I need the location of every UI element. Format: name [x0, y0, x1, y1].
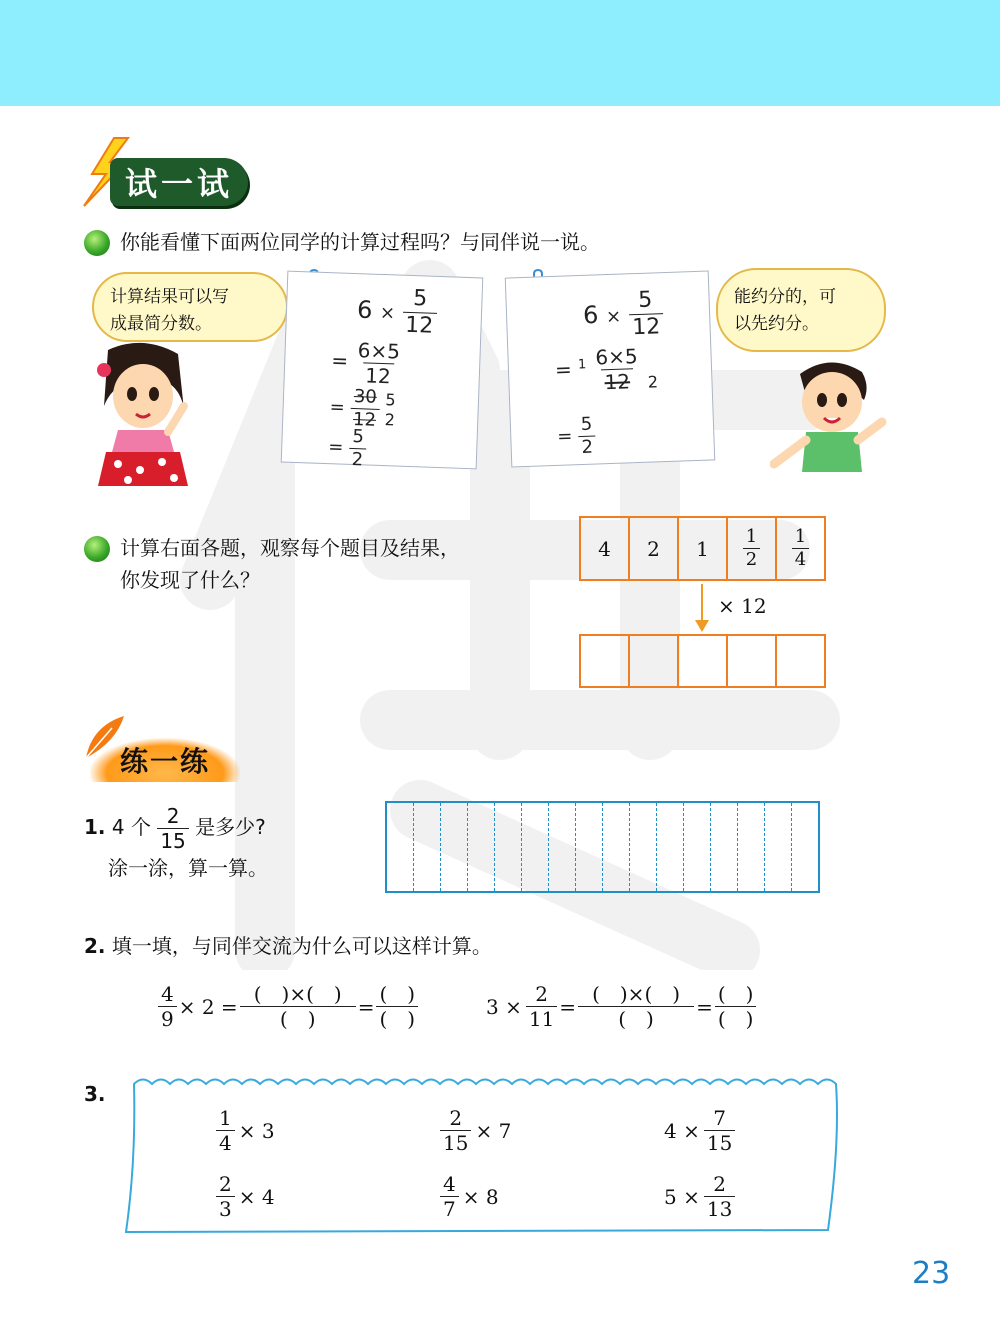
note1-fraction: $\frac{5}{12}$	[402, 288, 438, 338]
strip-segment[interactable]	[792, 803, 818, 891]
strip-segment[interactable]	[495, 803, 522, 891]
answer-cell[interactable]	[728, 636, 777, 686]
note2-line3: = $\frac{5}{2}$	[557, 416, 597, 458]
note2-line1: 6 × $\frac{5}{12}$	[582, 289, 663, 341]
answer-cell[interactable]	[679, 636, 728, 686]
note2-line2: = $^1$ $\frac{6\times 5}{12}$ $_2$	[554, 344, 659, 395]
girl-speech-bubble	[92, 272, 288, 342]
problem-1	[84, 806, 266, 851]
strip-segment[interactable]	[630, 803, 657, 891]
practice-section-title: 练一练	[90, 738, 240, 782]
note1-line3: = $\frac{30}{12}$ 5 2	[329, 386, 396, 431]
question-2-line: 计算右面各题，观察每个题目及结果，	[120, 536, 460, 560]
down-arrow-icon	[692, 584, 712, 634]
strip-segment[interactable]	[441, 803, 468, 891]
problem-2-text: 填一填，与同伴交流为什么可以这样计算。	[111, 934, 492, 958]
sequence-cell: $\frac{1}{4}$	[777, 518, 824, 579]
strip-segment[interactable]	[684, 803, 711, 891]
sequence-cell: 2	[630, 518, 679, 579]
boy-speech-line: 以先约分。	[734, 314, 819, 334]
top-banner	[0, 0, 1000, 106]
problem-1-suffix: 是多少?	[195, 815, 266, 839]
problem-2-expression-2: 3 × $\frac{2}{11}$ = $\frac{( )\times( )}{( )}$ = $\frac{( )}{( )}$	[486, 984, 756, 1029]
exercise-item: $\frac{2}{3}$ × 4	[216, 1174, 275, 1219]
try-section-title: 试一试	[110, 158, 248, 206]
boy-speech-bubble	[716, 268, 886, 352]
blank-fraction[interactable]: $\frac{( )\times( )}{( )}$	[578, 984, 694, 1029]
strip-segment[interactable]	[603, 803, 630, 891]
sequence-cell: 1	[679, 518, 728, 579]
question-2-text	[120, 532, 460, 596]
coloring-strip	[385, 801, 820, 893]
strip-segment[interactable]	[657, 803, 684, 891]
strip-segment[interactable]	[549, 803, 576, 891]
girl-illustration	[88, 340, 198, 490]
strip-segment[interactable]	[711, 803, 738, 891]
boy-speech-line: 能约分的，可	[734, 287, 836, 307]
bullet-icon	[84, 536, 110, 562]
problem-1-instruction: 涂一涂，算一算。	[108, 856, 268, 880]
question-2-line: 你发现了什么？	[120, 568, 260, 592]
question-1-text: 你能看懂下面两位同学的计算过程吗？与同伴说一说。	[120, 230, 600, 254]
blank-fraction[interactable]: $\frac{( )\times( )}{( )}$	[240, 984, 356, 1029]
note1-fraction: $\frac{6\times 5}{12}$	[357, 338, 401, 389]
boy-illustration	[770, 356, 896, 474]
note1-fraction: $\frac{5}{2}$	[348, 428, 367, 470]
sequence-cell: 4	[581, 518, 630, 579]
note1-times: ×	[379, 302, 396, 324]
bullet-icon	[84, 230, 110, 256]
sequence-answer-row	[579, 634, 826, 688]
strip-segment[interactable]	[522, 803, 549, 891]
problem-1-fraction: $\frac{2}{15}$	[157, 806, 188, 851]
note2-fraction: $\frac{5}{2}$	[577, 416, 596, 458]
strip-segment[interactable]	[468, 803, 495, 891]
note1-line4: = $\frac{5}{2}$	[328, 427, 368, 469]
problem-number: 2.	[84, 934, 106, 958]
exercise-item: $\frac{4}{7}$ × 8	[440, 1174, 499, 1219]
exercise-item: 5 × $\frac{2}{13}$	[664, 1174, 735, 1219]
page-number: 23	[912, 1256, 951, 1291]
problem-1-prefix: 4 个	[111, 815, 151, 839]
strip-segment[interactable]	[738, 803, 765, 891]
exercise-item: $\frac{2}{15}$ × 7	[440, 1108, 511, 1153]
answer-cell[interactable]	[777, 636, 824, 686]
sequence-operation: × 12	[718, 594, 767, 618]
note2-fraction: $\frac{6\times 5}{12}$	[594, 344, 638, 395]
sequence-input-row	[579, 516, 826, 581]
calculation-note-2	[505, 270, 716, 467]
note2-fraction: $\frac{5}{12}$	[628, 289, 664, 339]
answer-cell[interactable]	[630, 636, 679, 686]
problem-2-expression-1: $\frac{4}{9}$ × 2 = $\frac{( )\times( )}{( )}$ = $\frac{( )}{( )}$	[158, 984, 418, 1029]
exercise-item: $\frac{1}{4}$ × 3	[216, 1108, 275, 1153]
strip-segment[interactable]	[765, 803, 792, 891]
problem-number: 1.	[84, 815, 106, 839]
note1-factor: 6	[356, 295, 373, 325]
blank-fraction[interactable]: $\frac{( )}{( )}$	[715, 984, 757, 1029]
sequence-cell: $\frac{1}{2}$	[728, 518, 777, 579]
note1-reduced: 5 2	[384, 389, 396, 429]
blank-fraction[interactable]: $\frac{( )}{( )}$	[376, 984, 418, 1029]
problem-3-number: 3.	[84, 1082, 106, 1106]
strip-segment[interactable]	[387, 803, 414, 891]
calculation-note-1	[281, 271, 484, 470]
problem-2	[84, 930, 492, 962]
note1-fraction: $\frac{30}{12}$	[350, 388, 380, 430]
girl-speech-line: 成最简分数。	[110, 314, 212, 334]
answer-cell[interactable]	[581, 636, 630, 686]
exercise-item: 4 × $\frac{7}{15}$	[664, 1108, 735, 1153]
girl-speech-line: 计算结果可以写	[110, 287, 229, 307]
note1-line2: = $\frac{6\times 5}{12}$	[330, 339, 403, 386]
note1-line1	[356, 286, 437, 338]
strip-segment[interactable]	[414, 803, 441, 891]
strip-segment[interactable]	[576, 803, 603, 891]
